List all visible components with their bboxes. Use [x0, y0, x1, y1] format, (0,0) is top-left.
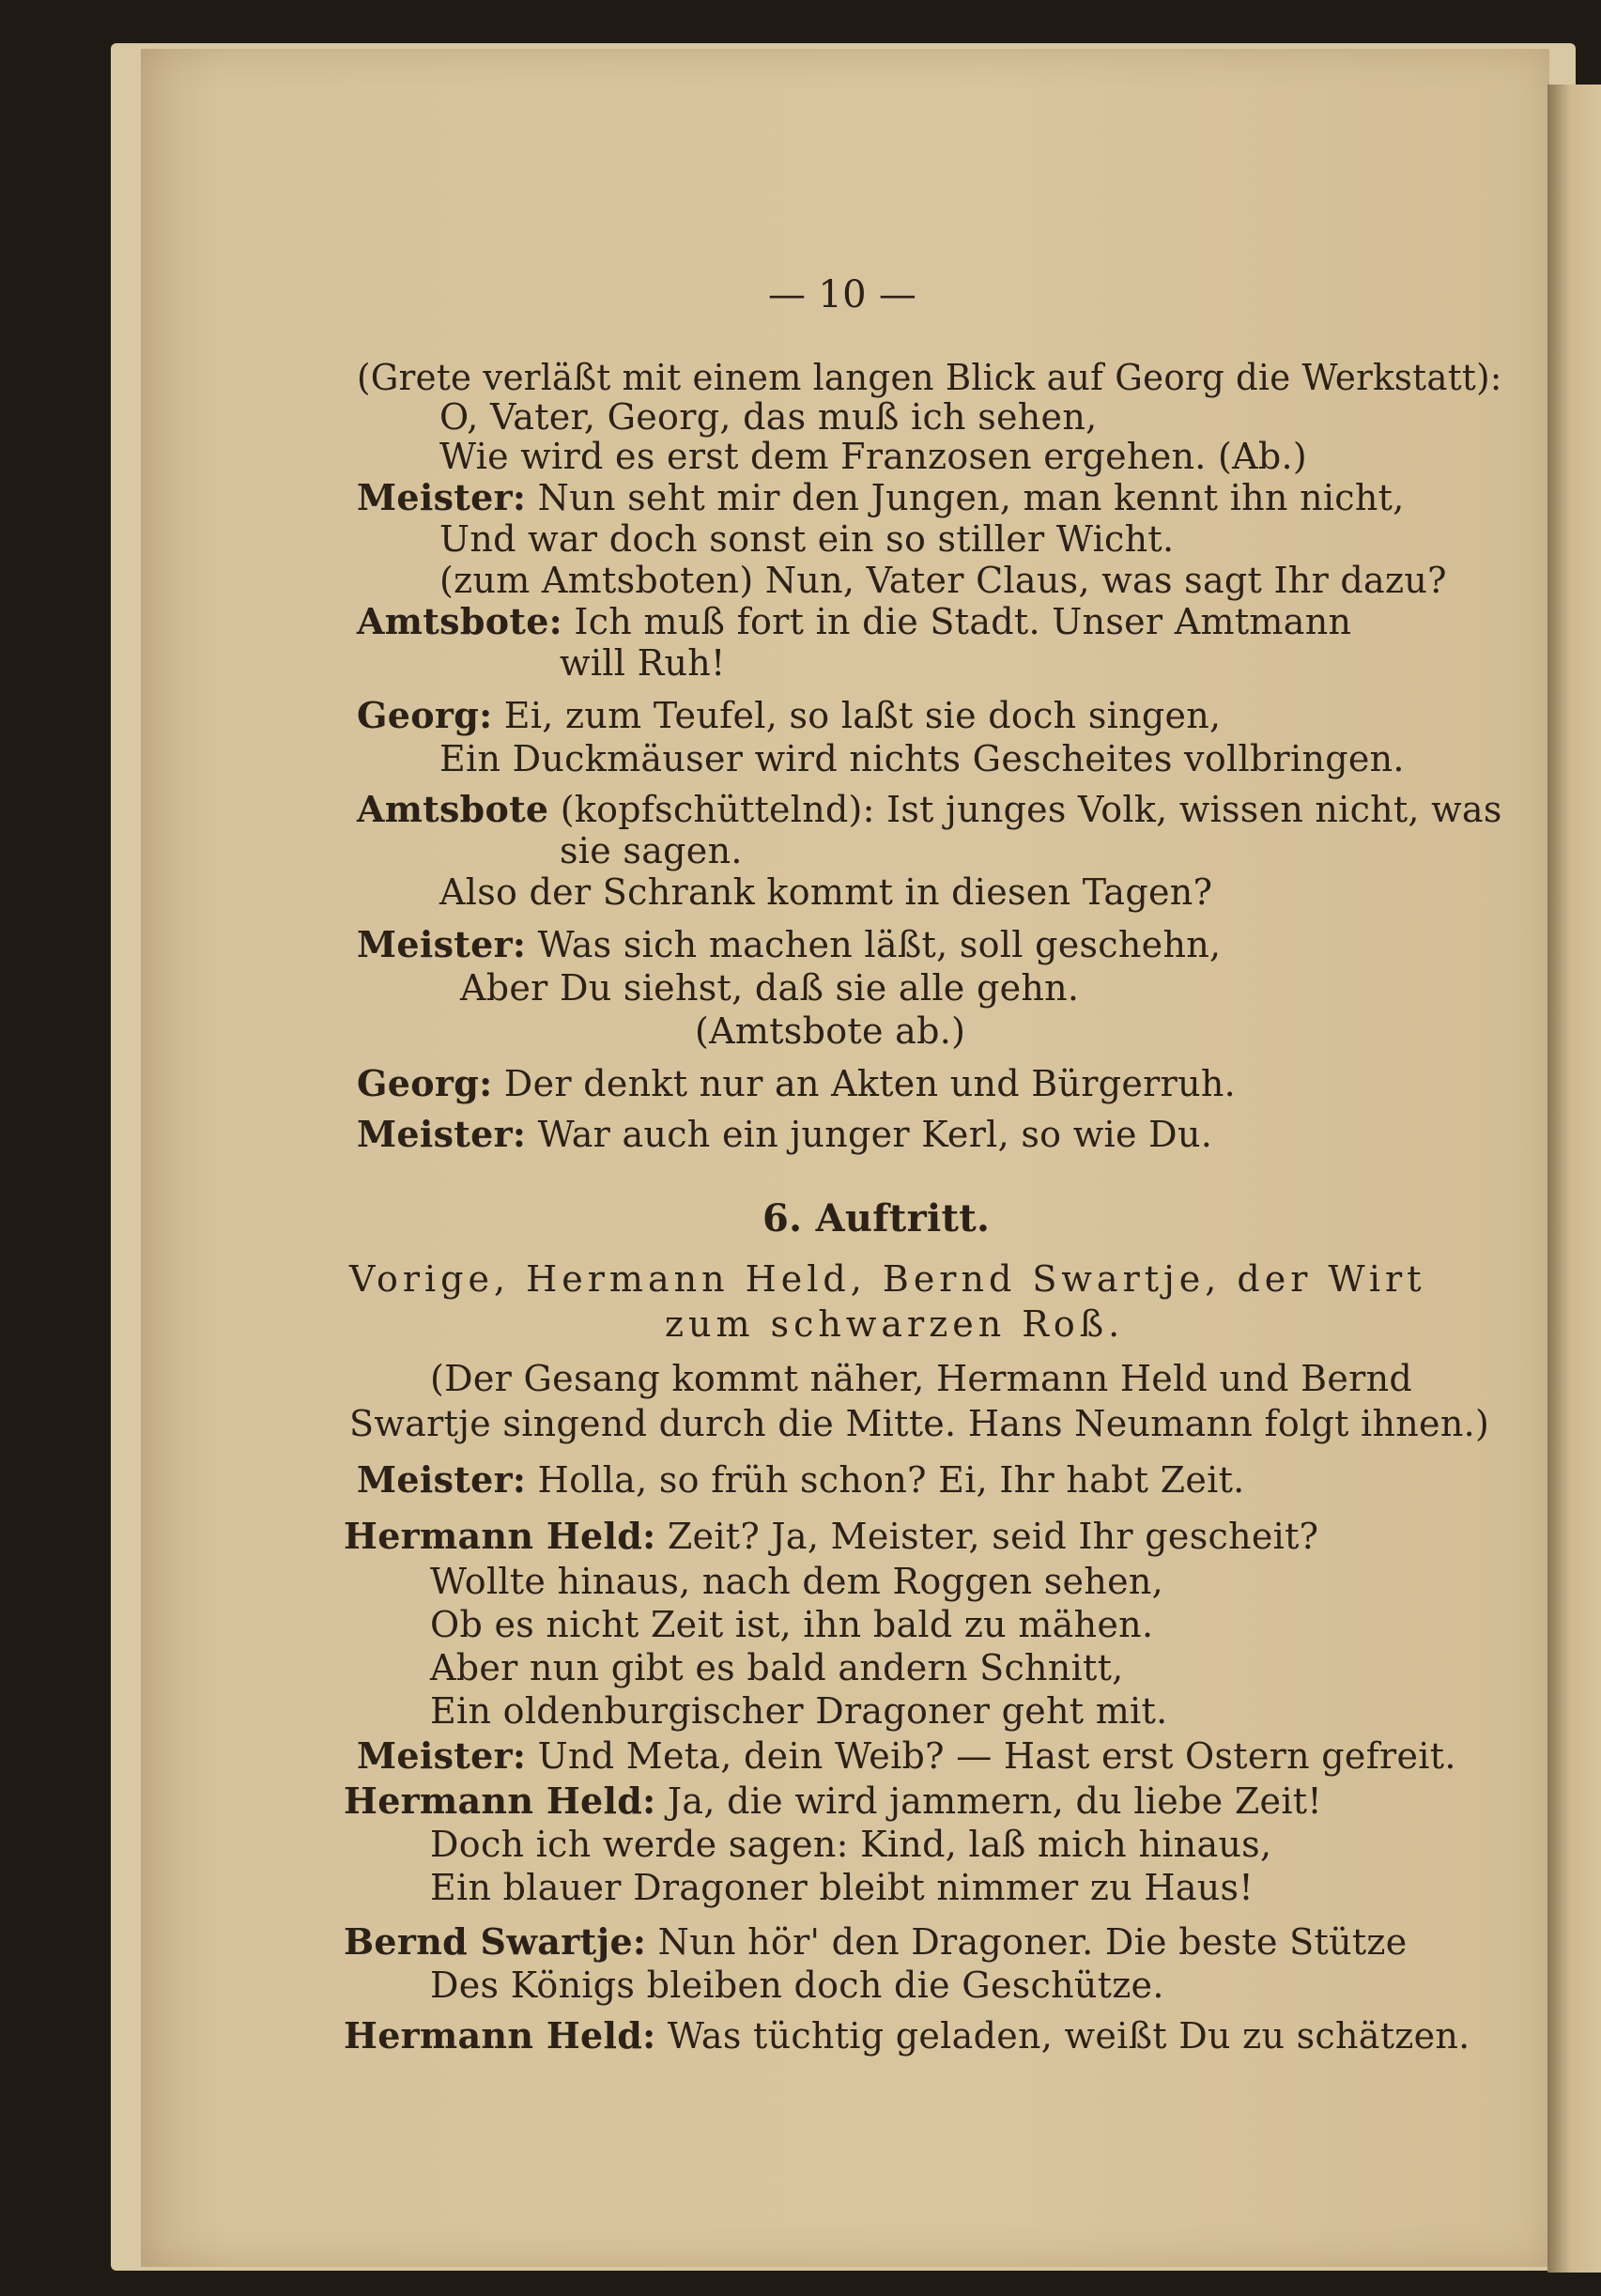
speech-line: Hermann Held: Was tüchtig geladen, weißt Du zu schätzen.	[344, 2014, 1470, 2057]
speaker-name: Hermann Held:	[344, 1780, 656, 1822]
speech-line: Hermann Held: Ja, die wird jammern, du liebe Zeit!	[344, 1780, 1322, 1822]
speaker-name: Meister:	[357, 1734, 527, 1777]
text-line: Wie wird es erst dem Franzosen ergehen. (Ab.)	[439, 436, 1308, 477]
speech-line: Hermann Held: Zeit? Ja, Meister, seid Ihr gescheit?	[344, 1515, 1319, 1557]
text-line: zum schwarzen Roß.	[665, 1303, 1125, 1345]
speech-line: Amtsbote (kopfschüttelnd): Ist junges Volk, wissen nicht, was	[357, 788, 1502, 830]
speech-line: Georg: Der denkt nur an Akten und Bürgerruh.	[357, 1062, 1237, 1104]
speech-line: Meister: Holla, so früh schon? Ei, Ihr habt Zeit.	[357, 1458, 1245, 1501]
text-line: Aber Du siehst, daß sie alle gehn.	[460, 967, 1080, 1009]
text-line: Ein Duckmäuser wird nichts Gescheites vollbringen.	[439, 738, 1405, 779]
speaker-name: Meister:	[357, 476, 527, 518]
speaker-name: Hermann Held:	[344, 2014, 656, 2057]
text-line: Also der Schrank kommt in diesen Tagen?	[439, 871, 1213, 913]
speaker-name: Meister:	[357, 923, 527, 965]
speaker-name: Meister:	[357, 1113, 527, 1155]
speech-line: Georg: Ei, zum Teufel, so laßt sie doch singen,	[357, 694, 1222, 736]
text-line: O, Vater, Georg, das muß ich sehen,	[439, 396, 1098, 438]
text-line: (zum Amtsboten) Nun, Vater Claus, was sagt Ihr dazu?	[439, 560, 1447, 601]
page-number: — 10 —	[768, 273, 917, 316]
speaker-name: Hermann Held:	[344, 1515, 656, 1557]
speech-line: Amtsbote: Ich muß fort in die Stadt. Unser Amtmann	[357, 600, 1352, 642]
text-line: Und war doch sonst ein so stiller Wicht.	[439, 518, 1175, 560]
text-line: Ob es nicht Zeit ist, ihn bald zu mähen.	[430, 1604, 1154, 1645]
text-line: Vorige, Hermann Held, Bernd Swartje, der Wirt	[349, 1258, 1426, 1300]
text-line: Ein blauer Dragoner bleibt nimmer zu Haus!	[430, 1867, 1254, 1908]
speech-line: Meister: Was sich machen läßt, soll geschehn,	[357, 923, 1222, 965]
text-line: Swartje singend durch die Mitte. Hans Neumann folgt ihnen.)	[349, 1403, 1490, 1444]
speech-line: Meister: War auch ein junger Kerl, so wie Du.	[357, 1113, 1213, 1155]
speaker-name: Amtsbote:	[357, 600, 563, 642]
text-line: (Amtsbote ab.)	[695, 1010, 966, 1052]
speech-line: Meister: Nun seht mir den Jungen, man kennt ihn nicht,	[357, 476, 1405, 518]
text-line: Aber nun gibt es bald andern Schnitt,	[430, 1647, 1124, 1688]
text-line: Des Königs bleiben doch die Geschütze.	[430, 1965, 1164, 2006]
speaker-name: Bernd Swartje:	[344, 1920, 647, 1963]
speaker-name: Georg:	[357, 694, 493, 736]
text-line: Ein oldenburgischer Dragoner geht mit.	[430, 1690, 1168, 1732]
scene-heading: 6. Auftritt.	[762, 1196, 991, 1240]
speaker-name: Meister:	[357, 1458, 527, 1501]
text-line: sie sagen.	[560, 830, 743, 871]
speech-line: Bernd Swartje: Nun hör' den Dragoner. Die beste Stütze	[344, 1920, 1408, 1963]
speech-line: Meister: Und Meta, dein Weib? — Hast erst Ostern gefreit.	[357, 1734, 1456, 1777]
text-line: Doch ich werde sagen: Kind, laß mich hinaus,	[430, 1824, 1272, 1865]
text-line: will Ruh!	[560, 642, 726, 684]
speaker-name: Georg:	[357, 1062, 493, 1104]
text-line: (Grete verläßt mit einem langen Blick auf Georg die Werkstatt):	[357, 357, 1502, 398]
text-line: (Der Gesang kommt näher, Hermann Held und Bernd	[430, 1358, 1412, 1399]
text-line: Wollte hinaus, nach dem Roggen sehen,	[430, 1561, 1164, 1602]
speaker-name: Amtsbote	[357, 788, 549, 830]
